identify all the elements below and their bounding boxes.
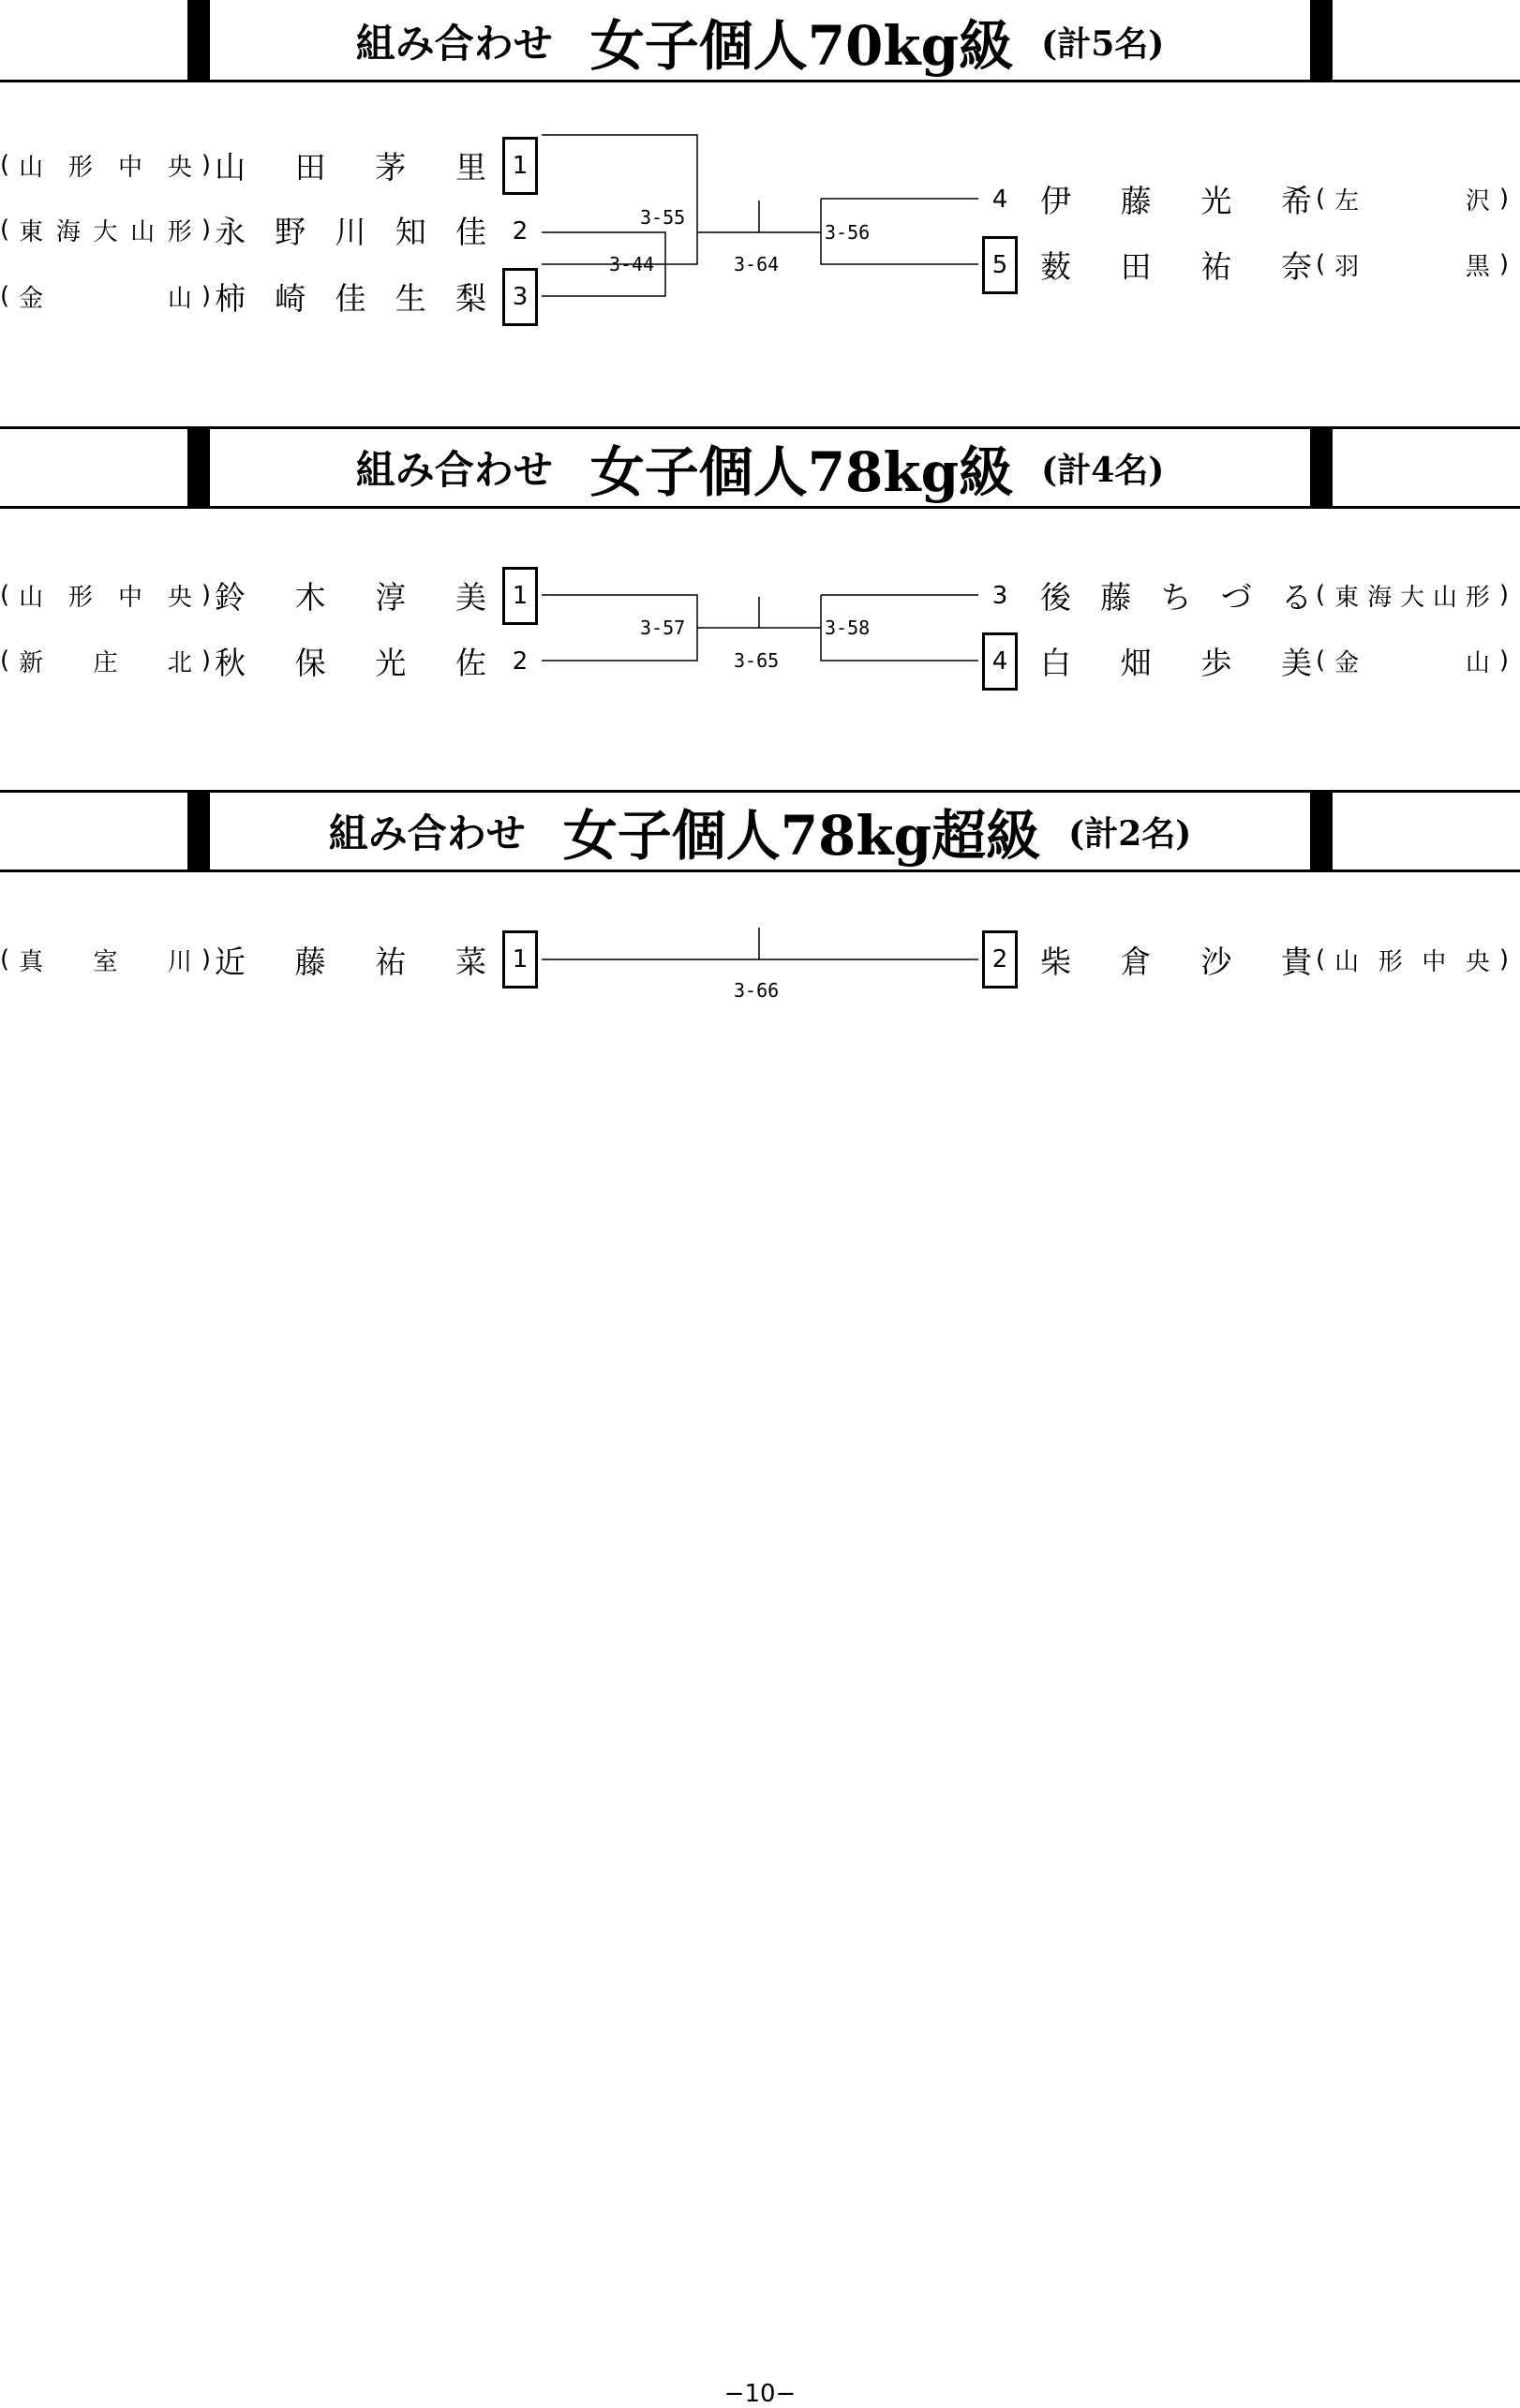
player-name: 後 藤 ち づ る (1040, 578, 1312, 616)
match-number: 3-56 (825, 221, 871, 244)
seed-number: 2 (512, 647, 529, 676)
title-weight-class: 女子個人78kg級 (589, 440, 1014, 504)
school-name: 山 形 中 央 (19, 153, 192, 182)
school-name: 羽 黒 (1334, 252, 1490, 281)
match-number: 3-44 (609, 253, 655, 275)
seed-number: 2 (512, 217, 529, 245)
seed-number: 3 (991, 582, 1008, 610)
school-name: 左 沢 (1334, 186, 1490, 216)
right-entry: 柴 倉 沙 貴 ( 山 形 中 央 ) (1036, 931, 1509, 988)
left-entry: ( 真 室 川 ) 近 藤 祐 菜 (0, 931, 490, 988)
seed-number: 4 (991, 186, 1008, 214)
title-weight-class: 女子個人78kg超級 (562, 804, 1041, 868)
player-name: 伊 藤 光 希 (1040, 182, 1312, 219)
school-name: 金 山 (19, 284, 192, 313)
title-count: (計5名) (1041, 23, 1165, 64)
seed-number: 1 (502, 567, 538, 625)
school-name: 山 形 中 央 (1334, 947, 1490, 976)
player-name: 山 田 茅 里 (215, 148, 486, 186)
seed-number: 3 (502, 268, 538, 326)
seed-number: 5 (982, 236, 1018, 294)
page-number: −10− (723, 2380, 797, 2408)
title-count: (計2名) (1068, 813, 1192, 854)
school-name: 新 庄 北 (19, 648, 192, 677)
match-number: 3-65 (734, 649, 780, 672)
seed-number: 1 (502, 930, 538, 988)
player-name: 永 野 川 知 佳 (215, 213, 486, 250)
left-entry: ( 金 山 ) 柿 崎 佳 生 梨 (0, 268, 490, 324)
left-entry: ( 山 形 中 央 ) 山 田 茅 里 (0, 137, 490, 193)
title-count: (計4名) (1041, 450, 1165, 490)
right-entry: 後 藤 ち づ る ( 東 海 大 山 形 ) (1036, 567, 1509, 623)
left-entry: ( 山 形 中 央 ) 鈴 木 淳 美 (0, 567, 490, 623)
right-entry: 伊 藤 光 希 ( 左 沢 ) (1036, 171, 1509, 227)
seed-number: 1 (502, 137, 538, 195)
player-name: 薮 田 祐 奈 (1040, 247, 1312, 285)
seed-number: 4 (982, 632, 1018, 691)
title-prefix: 組み合わせ (355, 21, 553, 67)
title-prefix: 組み合わせ (355, 447, 553, 493)
match-number: 3-66 (734, 979, 780, 1002)
school-name: 山 形 中 央 (19, 583, 192, 612)
school-name: 真 室 川 (19, 947, 192, 976)
match-number: 3-57 (640, 617, 686, 639)
player-name: 秋 保 光 佐 (215, 644, 486, 681)
title-prefix: 組み合わせ (328, 810, 526, 856)
right-entry: 白 畑 歩 美 ( 金 山 ) (1036, 632, 1509, 689)
player-name: 近 藤 祐 菜 (215, 943, 486, 980)
match-number: 3-55 (640, 206, 686, 229)
match-number: 3-64 (734, 253, 780, 275)
match-number: 3-58 (825, 617, 871, 639)
player-name: 柴 倉 沙 貴 (1040, 943, 1312, 980)
title-weight-class: 女子個人70kg級 (589, 14, 1014, 78)
school-name: 東 海 大 山 形 (1334, 583, 1490, 612)
player-name: 白 畑 歩 美 (1040, 644, 1312, 681)
right-entry: 薮 田 祐 奈 ( 羽 黒 ) (1036, 236, 1509, 292)
school-name: 東 海 大 山 形 (19, 217, 192, 246)
seed-number: 2 (982, 930, 1018, 988)
school-name: 金 山 (1334, 648, 1490, 677)
player-name: 鈴 木 淳 美 (215, 578, 486, 616)
left-entry: ( 東 海 大 山 形 ) 永 野 川 知 佳 (0, 201, 490, 258)
left-entry: ( 新 庄 北 ) 秋 保 光 佐 (0, 632, 490, 689)
bracket-line (542, 135, 697, 264)
player-name: 柿 崎 佳 生 梨 (215, 279, 486, 317)
